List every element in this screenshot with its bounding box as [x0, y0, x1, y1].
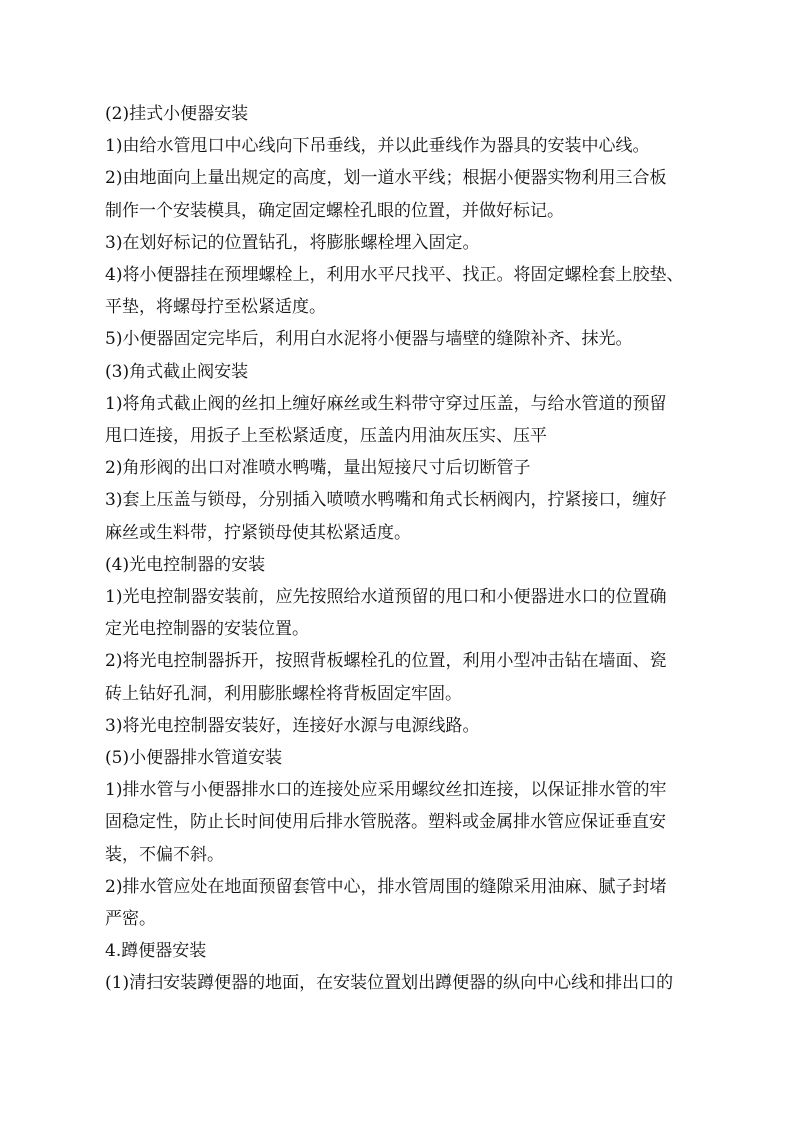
- paragraph-line: 砖上钻好孔洞，利用膨胀螺栓将背板固定牢固。: [105, 683, 462, 704]
- paragraph-line: 固稳定性，防止长时间使用后排水管脱落。塑料或金属排水管应保证垂直安: [105, 812, 666, 833]
- paragraph-line: 装，不偏不斜。: [105, 844, 224, 865]
- section-heading: (4)光电控制器的安装: [105, 554, 266, 575]
- paragraph-line: 3)套上压盖与锁母，分别插入喷喷水鸭嘴和角式长柄阀内，拧紧接口，缠好: [105, 490, 667, 511]
- paragraph-line: 1)由给水管甩口中心线向下吊垂线，并以此垂线作为器具的安装中心线。: [105, 136, 650, 157]
- section-heading: 4.蹲便器安装: [105, 941, 207, 962]
- paragraph-line: 定光电控制器的安装位置。: [105, 619, 309, 640]
- paragraph-line: (1)清扫安装蹲便器的地面，在安装位置划出蹲便器的纵向中心线和排出口的: [105, 973, 674, 994]
- paragraph-line: 3)将光电控制器安装好，连接好水源与电源线路。: [105, 715, 480, 736]
- paragraph-line: 2)将光电控制器拆开，按照背板螺栓孔的位置，利用小型冲击钻在墙面、瓷: [105, 651, 667, 672]
- document-page: [105, 98, 717, 1000]
- paragraph-line: 制作一个安装模具，确定固定螺栓孔眼的位置，并做好标记。: [105, 200, 564, 221]
- paragraph-line: 严密。: [105, 909, 156, 930]
- paragraph-line: 2)由地面向上量出规定的高度，划一道水平线；根据小便器实物利用三合板: [105, 168, 667, 189]
- section-heading: (3)角式截止阀安装: [105, 361, 249, 382]
- paragraph-line: 2)排水管应处在地面预留套管中心，排水管周围的缝隙采用油麻、腻子封堵: [105, 876, 667, 897]
- paragraph-line: 甩口连接，用扳子上至松紧适度，压盖内用油灰压实、压平: [105, 426, 547, 447]
- paragraph-line: 3)在划好标记的位置钻孔，将膨胀螺栓埋入固定。: [105, 232, 480, 253]
- paragraph-line: 1)将角式截止阀的丝扣上缠好麻丝或生料带守穿过压盖，与给水管道的预留: [105, 393, 667, 414]
- section-heading: (5)小便器排水管道安装: [105, 748, 283, 769]
- paragraph-line: 麻丝或生料带，拧紧锁母使其松紧适度。: [105, 522, 411, 543]
- paragraph-line: 5)小便器固定完毕后，利用白水泥将小便器与墙壁的缝隙补齐、抹光。: [105, 329, 633, 350]
- paragraph-line: 2)角形阀的出口对准喷水鸭嘴，量出短接尺寸后切断管子: [105, 458, 531, 479]
- paragraph-line: 4)将小便器挂在预埋螺栓上，利用水平尺找平、找正。将固定螺栓套上胶垫、: [105, 265, 684, 286]
- paragraph-line: 1)排水管与小便器排水口的连接处应采用螺纹丝扣连接，以保证排水管的牢: [105, 780, 667, 801]
- paragraph-line: 1)光电控制器安装前，应先按照给水道预留的甩口和小便器进水口的位置确: [105, 587, 667, 608]
- section-heading: (2)挂式小便器安装: [105, 104, 249, 124]
- paragraph-line: 平垫，将螺母拧至松紧适度。: [105, 297, 326, 318]
